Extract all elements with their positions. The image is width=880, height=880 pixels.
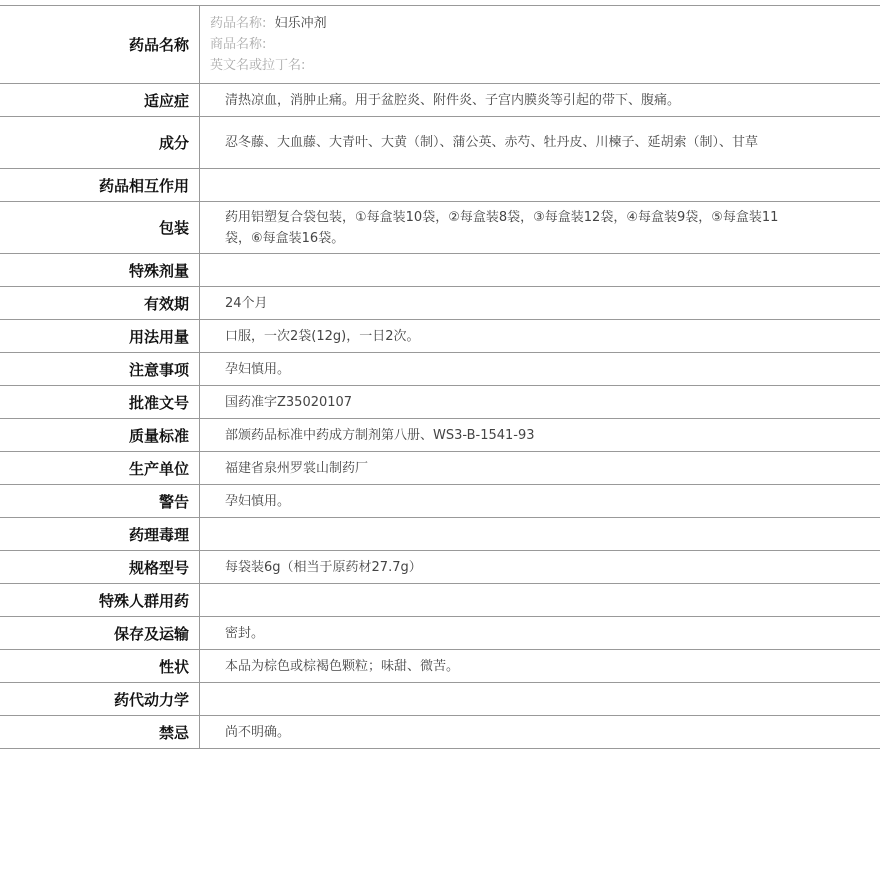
row-indications xyxy=(0,84,880,117)
row-label: 保存及运输 xyxy=(0,617,200,649)
generic-name-line xyxy=(210,13,880,34)
row-value xyxy=(200,584,880,616)
row-value: 每袋装6g（相当于原药材27.7g） xyxy=(225,559,422,575)
row-packaging xyxy=(0,202,880,254)
row-label: 批准文号 xyxy=(0,386,200,418)
row-manufacturer xyxy=(0,452,880,485)
row-label: 药品相互作用 xyxy=(0,169,200,201)
row-value: 尚不明确。 xyxy=(225,724,291,740)
row-label: 规格型号 xyxy=(0,551,200,583)
row-label: 包装 xyxy=(0,202,200,253)
row-label: 适应症 xyxy=(0,84,200,116)
row-label: 药理毒理 xyxy=(0,518,200,550)
drug-name-values xyxy=(200,6,880,83)
row-label: 性状 xyxy=(0,650,200,682)
row-value: 清热凉血，消肿止痛。用于盆腔炎、附件炎、子宫内膜炎等引起的带下、腹痛。 xyxy=(225,92,681,108)
row-value xyxy=(200,254,880,286)
row-label: 注意事项 xyxy=(0,353,200,385)
trade-name-line xyxy=(210,34,880,55)
row-label: 有效期 xyxy=(0,287,200,319)
row-special-populations xyxy=(0,584,880,617)
drug-name-label: 药品名称 xyxy=(0,6,200,83)
latin-name-line xyxy=(210,55,880,76)
row-shelf-life xyxy=(0,287,880,320)
row-value xyxy=(200,518,880,550)
row-storage xyxy=(0,617,880,650)
row-value: 密封。 xyxy=(225,625,265,641)
row-label: 特殊人群用药 xyxy=(0,584,200,616)
row-label: 禁忌 xyxy=(0,716,200,748)
trade-name-label: 商品名称: xyxy=(210,37,267,52)
row-value: 福建省泉州罗裳山制药厂 xyxy=(225,460,369,476)
row-value: 孕妇慎用。 xyxy=(225,493,291,509)
drug-name-row xyxy=(0,6,880,84)
row-special-dosage xyxy=(0,254,880,287)
row-label: 用法用量 xyxy=(0,320,200,352)
latin-name-label: 英文名或拉丁名: xyxy=(210,58,306,73)
row-value: 24个月 xyxy=(225,295,268,311)
row-label: 成分 xyxy=(0,117,200,168)
row-label: 警告 xyxy=(0,485,200,517)
generic-name-label: 药品名称: xyxy=(210,16,267,31)
row-appearance xyxy=(0,650,880,683)
row-value: 药用铝塑复合袋包装，①每盒装10袋，②每盒装8袋，③每盒装12袋，④每盒装9袋，⑤每盒装11袋，⑥每盒装16袋。 xyxy=(225,209,779,246)
row-drug-interactions xyxy=(0,169,880,202)
drug-info-table xyxy=(0,5,880,749)
row-warning xyxy=(0,485,880,518)
row-value: 孕妇慎用。 xyxy=(225,361,291,377)
row-contraindications xyxy=(0,716,880,749)
generic-name-value: 妇乐冲剂 xyxy=(274,16,327,31)
row-value: 本品为棕色或棕褐色颗粒；味甜、微苦。 xyxy=(225,658,460,674)
row-approval-number xyxy=(0,386,880,419)
row-label: 生产单位 xyxy=(0,452,200,484)
row-value xyxy=(200,169,880,201)
row-value: 部颁药品标准中药成方制剂第八册、WS3-B-1541-93 xyxy=(225,427,535,443)
row-value: 忍冬藤、大血藤、大青叶、大黄（制）、蒲公英、赤芍、牡丹皮、川楝子、延胡索（制）、甘草 xyxy=(225,135,759,150)
row-pharmacokinetics xyxy=(0,683,880,716)
row-value: 口服，一次2袋(12g)，一日2次。 xyxy=(225,328,420,344)
row-usage-dosage xyxy=(0,320,880,353)
row-specification xyxy=(0,551,880,584)
row-value xyxy=(200,683,880,715)
row-label: 药代动力学 xyxy=(0,683,200,715)
row-quality-standard xyxy=(0,419,880,452)
row-pharmacology xyxy=(0,518,880,551)
row-precautions xyxy=(0,353,880,386)
row-ingredients xyxy=(0,117,880,169)
row-value: 国药准字Z35020107 xyxy=(225,394,353,410)
row-label: 质量标准 xyxy=(0,419,200,451)
row-label: 特殊剂量 xyxy=(0,254,200,286)
